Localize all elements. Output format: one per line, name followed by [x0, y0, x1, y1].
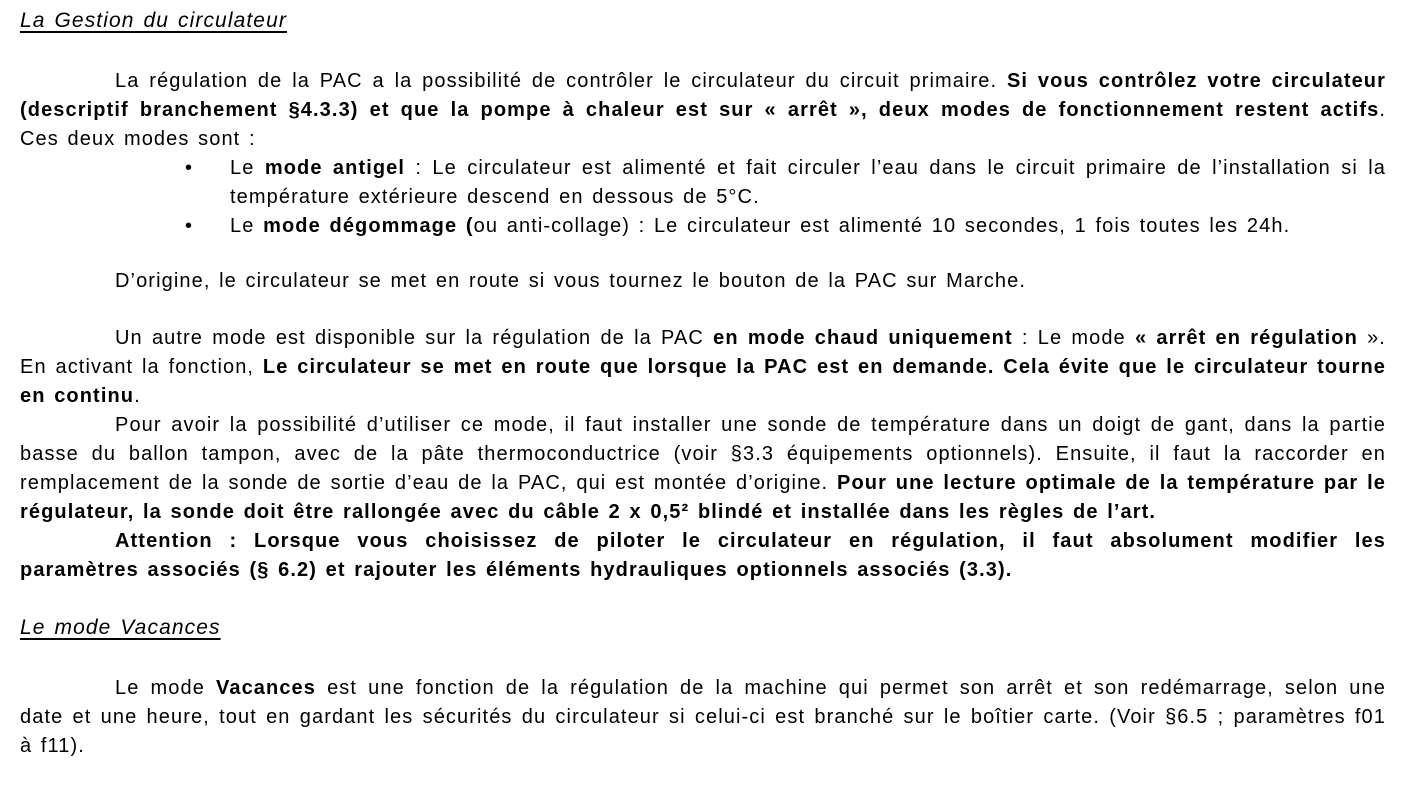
section-heading-mode-vacances: Le mode Vacances [20, 616, 221, 639]
bullet-mode-degommage [185, 212, 1386, 241]
text-run: : Le mode [1012, 327, 1135, 349]
text-run: mode dégommage ( [263, 215, 474, 237]
text-run: : Le circulateur est alimenté et fait circuler l’eau dans le circuit primaire de l’installation si la température extérieure descend en dessous de 5°C. [230, 157, 1386, 208]
text-run: ». En activant la fonction, [20, 327, 1386, 378]
paragraph-attention [20, 527, 1386, 585]
text-run: Pour une lecture optimale de la température par le régulateur, la sonde doit être rallongée avec du câble 2 x 0,5² blindé et installée dans les règles de l’art. [20, 472, 1386, 523]
text-run: La régulation de la PAC a la possibilité de contrôler le circulateur du circuit primaire. [115, 70, 1007, 92]
text-run: Vacances [216, 677, 317, 699]
text-run: « arrêt en régulation [1134, 327, 1358, 349]
paragraph-mode-vacances [20, 674, 1386, 761]
section-heading-gestion-circulateur: La Gestion du circulateur [20, 9, 287, 32]
bullet-mode-antigel [185, 154, 1386, 212]
section-mode-vacances [20, 613, 1386, 761]
paragraph-arret-en-regulation [20, 324, 1386, 411]
text-run: Pour avoir la possibilité d’utiliser ce mode, il faut installer une sonde de température dans un doigt de gant, dans la partie basse du ballon tampon, avec de la pâte thermoconductrice (voir §3.3 équipements optionnels). Ensuite, il faut la raccorder en remplacement de la sonde de sortie d’eau de la PAC, qui est montée d’origine. [20, 414, 1386, 494]
text-run: en mode chaud uniquement [713, 327, 1013, 349]
text-run: Attention : Lorsque vous choisissez de piloter le circulateur en régulation, il faut absolument modifier les paramètres associés (§ 6.2) et rajouter les éléments hydrauliques optionnels associés (3.3). [20, 530, 1386, 581]
text-run: . [134, 385, 141, 407]
text-run: ou anti-collage) : Le circulateur est alimenté 10 secondes, 1 fois toutes les 24h. [473, 215, 1291, 237]
text-run: Le circulateur se met en route que lorsque la PAC est en demande. Cela évite que le circulateur tourne en continu [20, 356, 1386, 407]
text-run: . Ces deux modes sont : [20, 99, 1386, 150]
text-run: est une fonction de la régulation de la machine qui permet son arrêt et son redémarrage, selon une date et une heure, tout en gardant les sécurités du circulateur si celui-ci est branché sur le boîtier carte. (Voir §6.5 ; paramètres f01 à f11). [20, 677, 1386, 757]
paragraph-sonde-temperature [20, 411, 1386, 527]
text-run: mode antigel [264, 157, 406, 179]
text-run: Le [230, 215, 264, 237]
text-run: Un autre mode est disponible sur la régulation de la PAC [115, 327, 714, 349]
text-run: Le [230, 157, 265, 179]
modes-bullet-list [20, 154, 1386, 241]
section-gestion-circulateur [20, 6, 1386, 585]
text-run: Le mode [115, 677, 217, 699]
text-run: D’origine, le circulateur se met en route si vous tournez le bouton de la PAC sur Marche. [115, 270, 1027, 292]
text-run: Si vous contrôlez votre circulateur (descriptif branchement §4.3.3) et que la pompe à chaleur est sur « arrêt », deux modes de fonctionnement restent actifs [20, 70, 1387, 121]
paragraph-regulation-pac [20, 67, 1386, 154]
paragraph-origine-marche [20, 267, 1386, 296]
